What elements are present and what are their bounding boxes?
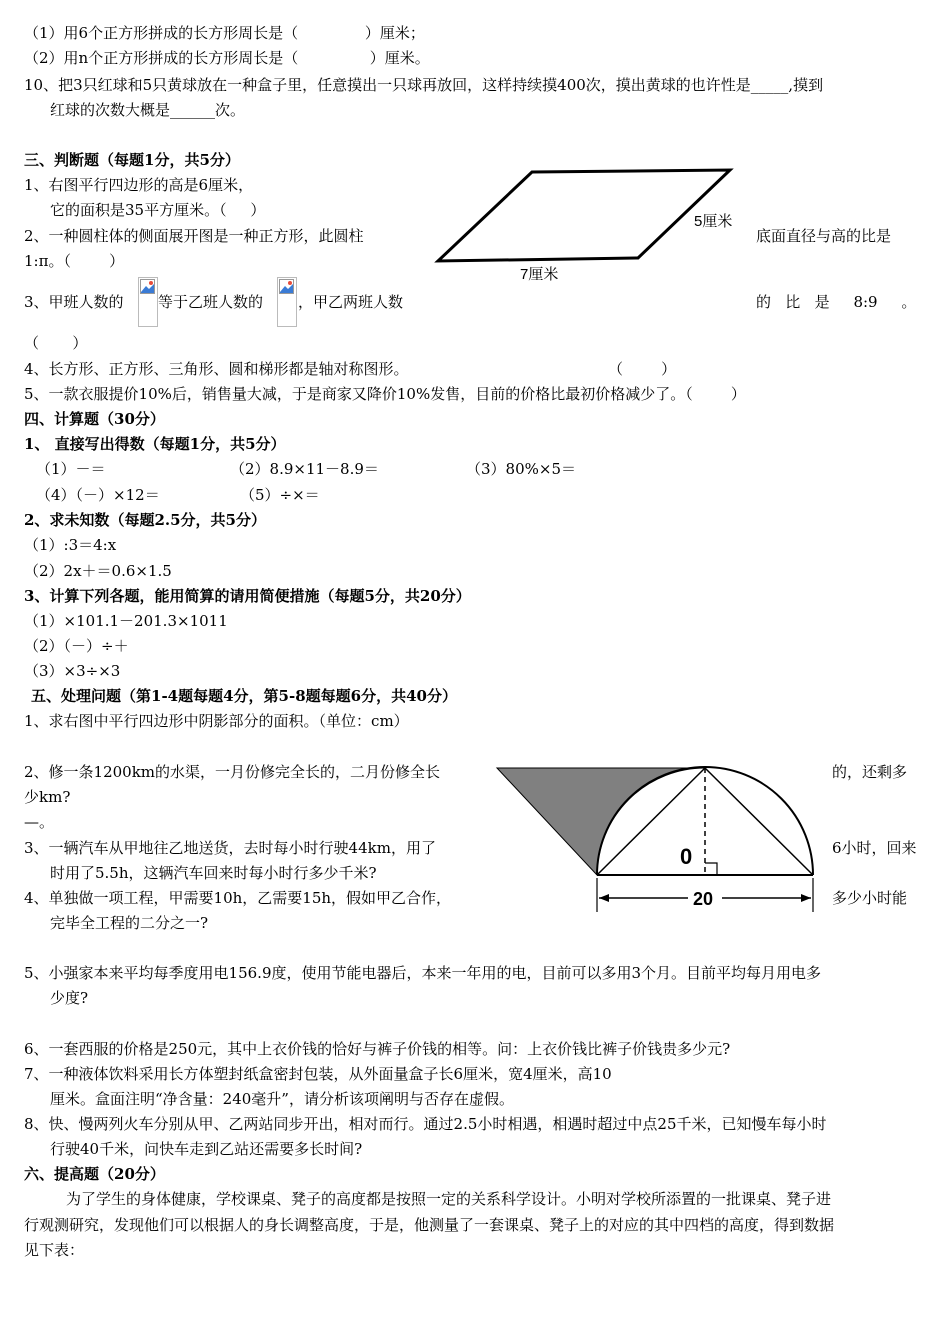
judge-5: 5、一款衣服提价10%后，销售量大减，于是商家又降价10%发售，目前的价格比最初价格减少了。（ ） — [24, 385, 746, 403]
dimension-arrow-left — [599, 894, 609, 902]
text-line: （1）:3＝4:x — [24, 536, 117, 554]
section-heading: 六、提高题（20分） — [24, 1165, 165, 1183]
question-10: 10、把3只红球和5只黄球放在一种盒子里，任意摸出一只球再放回，这样持续摸400次，摸出黄球的也许性是_____,摸到 — [24, 76, 824, 94]
text-line: （ ） — [608, 360, 677, 378]
text-line: 行驶40千米，问快车走到乙站还需要多长时间? — [50, 1140, 363, 1158]
text-line: 厘米。盒面注明“净含量：240毫升”，请分析该项阐明与否存在虚假。 — [50, 1090, 514, 1108]
paragraph-line: 为了学生的身体健康，学校课桌、凳子的高度都是按照一定的关系科学设计。小明对学校所添置的一批课桌、凳子进 — [66, 1190, 832, 1208]
text-line: ，甲乙两班人数 — [298, 293, 404, 311]
text-line: 底面直径与高的比是 — [756, 227, 892, 245]
text-line: （1）用6个正方形拼成的长方形周长是（ ）厘米； — [24, 24, 425, 42]
text-line: 的 比 是 8:9 。 — [756, 293, 917, 311]
text-line: （2）用n个正方形拼成的长方形周长是（ ）厘米。 — [24, 49, 430, 67]
subsection-heading: 2、求未知数（每题2.5分，共5分） — [24, 511, 266, 529]
text-line: 多少小时能 — [832, 889, 908, 907]
text-line: （1）×101.1－201.3×1011 — [24, 612, 228, 630]
shaded-region — [497, 768, 705, 875]
text-line: 红球的次数大概是______次。 — [50, 101, 246, 119]
text-line: （ ） — [24, 334, 88, 352]
base-length-label: 20 — [693, 889, 714, 909]
parallelogram-shape — [438, 170, 733, 261]
text-line: 它的面积是35平方厘米。（ ） — [50, 201, 266, 219]
text-line: 少度? — [50, 989, 89, 1007]
broken-image-icon — [279, 279, 294, 294]
section-heading: 四、计算题（30分） — [24, 410, 165, 428]
section-heading: 五、处理问题（第1-4题每题4分，第5-8题每题6分，共40分） — [31, 687, 457, 705]
judge-1: 1、右图平行四边形的高是6厘米， — [24, 176, 254, 194]
right-angle-mark — [705, 863, 717, 875]
subsection-heading: 1、 直接写出得数（每题1分，共5分） — [24, 435, 286, 453]
side-length-label: 5厘米 — [694, 213, 733, 230]
problem-8: 8、快、慢两列火车分别从甲、乙两站同步开出，相对而行。通过2.5小时相遇，相遇时超过中点25千米，已知慢车每小时 — [24, 1115, 827, 1133]
chord-right — [705, 768, 813, 875]
calc-item: （5）÷×＝ — [240, 486, 320, 504]
calc-item: （2）8.9×11－8.9＝ — [230, 460, 379, 478]
text-line: 1:π。（ ） — [24, 252, 125, 270]
dimension-arrow-right — [801, 894, 811, 902]
height-label: 0 — [680, 844, 693, 869]
text-line: 6小时，回来 — [832, 839, 917, 857]
judge-2: 2、一种圆柱体的侧面展开图是一种正方形，此圆柱 — [24, 227, 364, 245]
text-line: 少km? — [24, 788, 71, 806]
parallelogram-figure — [430, 162, 746, 286]
problem-6: 6、一套西服的价格是250元，其中上衣价钱的恰好与裤子价钱的相等。问：上衣价钱比裤子价钱贵多少元? — [24, 1040, 731, 1058]
problem-2: 2、修一条1200km的水渠，一月份修完全长的，二月份修全长 — [24, 763, 441, 781]
section-heading: 三、判断题（每题1分，共5分） — [24, 151, 240, 169]
text-line: 完毕全工程的二分之一? — [50, 914, 209, 932]
base-length-label: 7厘米 — [520, 266, 559, 283]
problem-7: 7、一种液体饮料采用长方体塑封纸盒密封包装，从外面量盒子长6厘米，宽4厘米，高10 — [24, 1065, 612, 1083]
text-line: 的，还剩多 — [832, 763, 908, 781]
problem-4: 4、单独做一项工程，甲需要10h，乙需要15h，假如甲乙合作， — [24, 889, 452, 907]
text-line: 等于乙班人数的 — [158, 293, 264, 311]
calc-item: （4）（－）×12＝ — [36, 486, 160, 504]
judge-4: 4、长方形、正方形、三角形、圆和梯形都是轴对称图形。 — [24, 360, 409, 378]
text-line: （2）（－）÷＋ — [24, 637, 129, 655]
fraction-image — [277, 277, 297, 327]
fraction-image — [138, 277, 158, 327]
text-line: （2）2x＋＝0.6×1.5 — [24, 562, 172, 580]
paragraph-line: 见下表： — [24, 1241, 85, 1259]
problem-5: 5、小强家本来平均每季度用电156.9度，使用节能电器后，本来一年用的电，目前可以多用3个月。目前平均每月用电多 — [24, 964, 822, 982]
text-line: （3）×3÷×3 — [24, 662, 121, 680]
broken-image-icon — [140, 279, 155, 294]
calc-item: （3）80%×5＝ — [466, 460, 576, 478]
problem-1: 1、求右图中平行四边形中阴影部分的面积。（单位：cm） — [24, 712, 409, 730]
calc-item: （1）－＝ — [36, 460, 106, 478]
text-line: —。 — [24, 813, 55, 831]
subsection-heading: 3、计算下列各题，能用简算的请用简便措施（每题5分，共20分） — [24, 587, 471, 605]
judge-3: 3、甲班人数的 — [24, 293, 124, 311]
text-line: 时用了5.5h，这辆汽车回来时每小时行多少千米? — [50, 864, 377, 882]
semicircle-figure — [490, 760, 820, 920]
paragraph-line: 行观测研究，发现他们可以根据人的身长调整高度，于是，他测量了一套课桌、凳子上的对应的其中四档的高度，得到数据 — [24, 1216, 835, 1234]
problem-3: 3、一辆汽车从甲地往乙地送货，去时每小时行驶44km，用了 — [24, 839, 436, 857]
